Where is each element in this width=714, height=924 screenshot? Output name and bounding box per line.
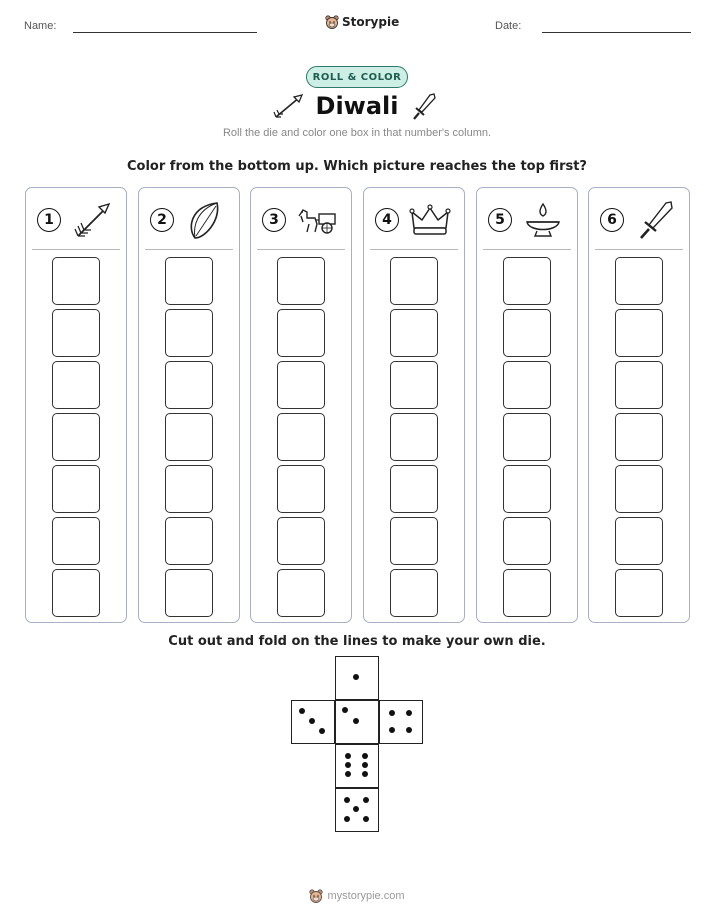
number-circle: 6 [600,208,624,232]
color-box[interactable] [390,569,438,617]
column-3 [250,187,352,623]
number-circle: 1 [37,208,61,232]
storypie-mascot-icon [309,888,323,904]
color-box[interactable] [277,517,325,565]
name-line[interactable] [73,32,257,33]
number-circle: 4 [375,208,399,232]
color-box[interactable] [52,361,100,409]
sword-icon [633,198,677,242]
color-box[interactable] [165,361,213,409]
die-pip [345,771,351,777]
die-pip [362,753,368,759]
page-title: Diwali [315,92,399,120]
color-box[interactable] [615,517,663,565]
color-box[interactable] [503,413,551,461]
die-pip [406,727,412,733]
color-box[interactable] [390,257,438,305]
color-box[interactable] [503,257,551,305]
color-box[interactable] [503,465,551,513]
instruction-text: Color from the bottom up. Which picture reaches the top first? [127,159,587,174]
die-pip [363,816,369,822]
column-5 [476,187,578,623]
column-6 [588,187,690,623]
die-pip [299,708,305,714]
die-pip [344,816,350,822]
color-box[interactable] [277,361,325,409]
chariot-icon [295,198,339,242]
color-box[interactable] [277,413,325,461]
die-pip [345,762,351,768]
color-box[interactable] [165,569,213,617]
date-line[interactable] [542,32,691,33]
die-face-4 [379,700,423,744]
die-pip [319,728,325,734]
die-pip [406,710,412,716]
column-1 [25,187,127,623]
color-box[interactable] [52,257,100,305]
color-box[interactable] [503,569,551,617]
die-face-2 [335,700,379,744]
die-pip [353,718,359,724]
color-box[interactable] [52,309,100,357]
arrow-icon [70,198,114,242]
die-pip [353,806,359,812]
color-box[interactable] [503,517,551,565]
color-box[interactable] [615,413,663,461]
die-pip [345,753,351,759]
color-box[interactable] [615,257,663,305]
column-divider [483,249,571,250]
brand-logo [325,14,399,30]
number-circle: 2 [150,208,174,232]
color-box[interactable] [277,465,325,513]
color-box[interactable] [390,309,438,357]
die-instruction: Cut out and fold on the lines to make your own die. [168,634,546,649]
footer-url: mystorypie.com [327,890,405,902]
color-box[interactable] [503,309,551,357]
column-divider [595,249,683,250]
die-pip [363,797,369,803]
die-pip [362,762,368,768]
column-divider [145,249,233,250]
column-divider [257,249,345,250]
die-face-6 [335,744,379,788]
name-label: Name: [24,20,57,32]
color-box[interactable] [165,257,213,305]
color-box[interactable] [165,413,213,461]
storypie-mascot-icon [325,14,339,30]
diya-lamp-icon [521,198,565,242]
number-circle: 3 [262,208,286,232]
color-box[interactable] [165,517,213,565]
bow-icon [183,198,227,242]
die-pip [362,771,368,777]
die-pip [353,674,359,680]
die-pip [389,710,395,716]
color-box[interactable] [52,465,100,513]
color-box[interactable] [503,361,551,409]
color-box[interactable] [615,569,663,617]
sword-icon [410,92,438,122]
die-pip [389,727,395,733]
color-box[interactable] [390,465,438,513]
footer [0,888,714,904]
die-pip [309,718,315,724]
date-label: Date: [495,20,522,32]
number-circle: 5 [488,208,512,232]
die-face-5 [335,788,379,832]
die-face-3 [291,700,335,744]
die-face-1 [335,656,379,700]
color-box[interactable] [615,465,663,513]
die-pip [344,797,350,803]
column-divider [370,249,458,250]
die-pip [342,707,348,713]
color-box[interactable] [277,257,325,305]
color-box[interactable] [390,413,438,461]
color-box[interactable] [165,465,213,513]
color-box[interactable] [165,309,213,357]
brand-name: Storypie [342,15,400,29]
color-box[interactable] [390,517,438,565]
color-box[interactable] [52,413,100,461]
subtitle: Roll the die and color one box in that number's column. [222,127,492,139]
roll-and-color-badge: ROLL & COLOR [306,66,408,88]
column-divider [32,249,120,250]
column-2 [138,187,240,623]
color-box[interactable] [52,569,100,617]
crown-icon [408,198,452,242]
color-box[interactable] [277,309,325,357]
color-box[interactable] [277,569,325,617]
column-4 [363,187,465,623]
color-box[interactable] [390,361,438,409]
color-box[interactable] [52,517,100,565]
color-box[interactable] [615,309,663,357]
color-box[interactable] [615,361,663,409]
